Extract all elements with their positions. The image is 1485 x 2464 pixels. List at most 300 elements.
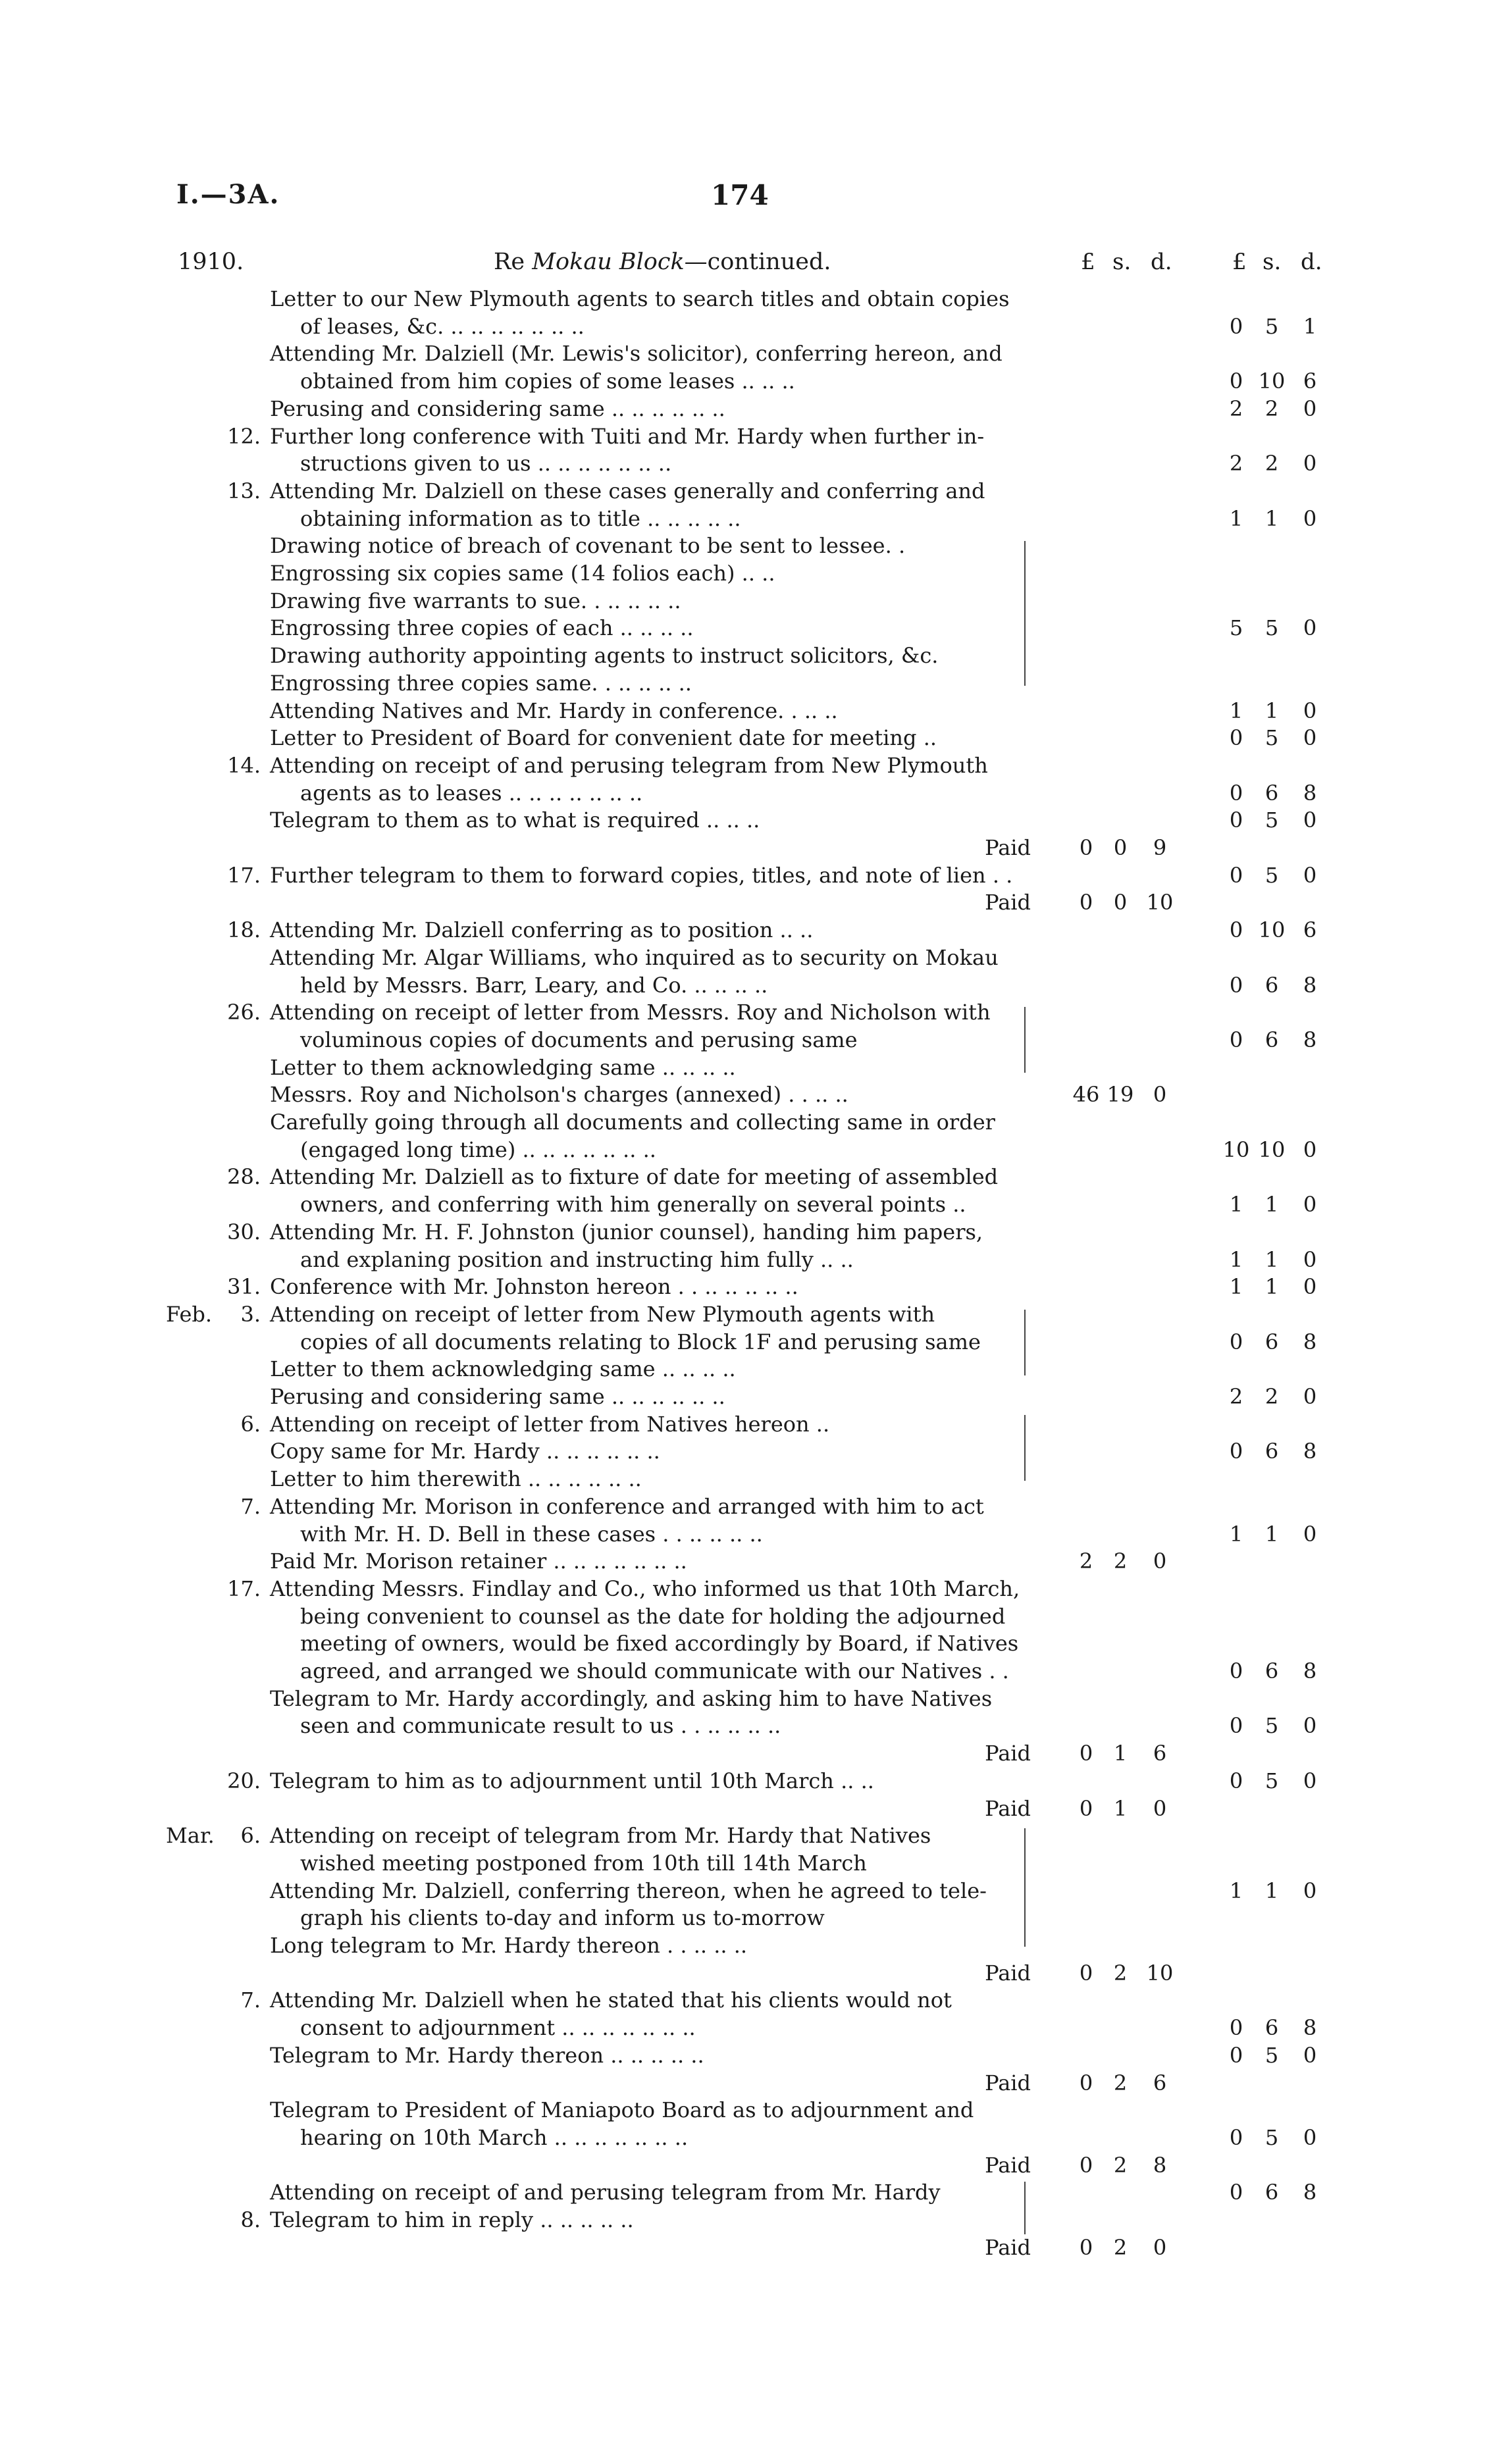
year-heading: 1910. bbox=[178, 249, 244, 275]
ledger-row bbox=[0, 284, 1485, 313]
shillings: 1 bbox=[1264, 698, 1279, 723]
ledger-row bbox=[0, 2178, 1485, 2207]
ledger-row bbox=[0, 1053, 1485, 1082]
ledger-row bbox=[0, 1739, 1485, 1768]
pence: 0 bbox=[1303, 1384, 1317, 1409]
pounds: 1 bbox=[1229, 1192, 1243, 1218]
brace-natives-letter bbox=[1015, 1415, 1026, 1481]
shillings: 2 bbox=[1113, 2152, 1128, 2178]
ledger-row bbox=[0, 2068, 1485, 2097]
pence: 0 bbox=[1303, 1713, 1317, 1739]
pence: 8 bbox=[1303, 1439, 1317, 1464]
shillings: 1 bbox=[1264, 1521, 1279, 1547]
pounds: 2 bbox=[1229, 396, 1243, 421]
ledger-row bbox=[0, 1656, 1485, 1685]
shillings: 5 bbox=[1264, 808, 1279, 833]
entry-text: Drawing notice of breach of covenant to be sent to lessee. . bbox=[270, 533, 906, 559]
shillings: 6 bbox=[1264, 972, 1279, 998]
shillings: 2 bbox=[1113, 2070, 1128, 2095]
ledger-row bbox=[0, 751, 1485, 780]
shillings: 1 bbox=[1264, 1246, 1279, 1272]
entry-text: voluminous copies of documents and perusing same bbox=[300, 1027, 858, 1052]
ledger-row bbox=[0, 669, 1485, 698]
ledger-row bbox=[0, 1464, 1485, 1493]
pounds: 1 bbox=[1229, 1521, 1243, 1547]
pounds: 0 bbox=[1229, 917, 1243, 943]
entry-text: Engrossing three copies same. . .. .. .. .. bbox=[270, 670, 692, 696]
pounds: 10 bbox=[1222, 1137, 1250, 1162]
entry-text: Attending on receipt of telegram from Mr. Hardy that Natives bbox=[270, 1823, 931, 1849]
entry-text: Perusing and considering same .. .. .. .. .. .. bbox=[270, 396, 725, 421]
ledger-row bbox=[0, 1684, 1485, 1713]
entry-day: 20. bbox=[227, 1768, 261, 1793]
shillings: 2 bbox=[1113, 2234, 1128, 2260]
shillings: 5 bbox=[1264, 313, 1279, 339]
entry-day: 8. bbox=[240, 2207, 261, 2232]
entry-text: Attending Mr. Dalziell conferring as to position .. .. bbox=[270, 917, 814, 943]
ledger-row bbox=[0, 531, 1485, 560]
pence: 0 bbox=[1303, 2124, 1317, 2150]
shillings: 2 bbox=[1113, 1549, 1128, 1574]
pence: 0 bbox=[1153, 1549, 1167, 1574]
shillings: 5 bbox=[1264, 2042, 1279, 2068]
pence: 0 bbox=[1303, 1192, 1317, 1218]
ledger-row bbox=[0, 641, 1485, 670]
entry-day: 28. bbox=[227, 1164, 261, 1190]
ledger-row bbox=[0, 1492, 1485, 1521]
brace-postponement bbox=[1015, 1828, 1026, 1947]
pence: 6 bbox=[1303, 917, 1317, 943]
shillings: 1 bbox=[1264, 1274, 1279, 1300]
pounds: 1 bbox=[1229, 1878, 1243, 1903]
entry-text: meeting of owners, would be fixed accordingly by Board, if Natives bbox=[300, 1631, 1019, 1656]
pounds: 46 bbox=[1072, 1082, 1100, 1108]
pounds: 0 bbox=[1229, 2124, 1243, 2150]
pence: 8 bbox=[1303, 2180, 1317, 2205]
pence: 0 bbox=[1153, 2234, 1167, 2260]
shillings: 2 bbox=[1264, 396, 1279, 421]
pence: 0 bbox=[1303, 1137, 1317, 1162]
pounds: 1 bbox=[1229, 505, 1243, 531]
ledger-row bbox=[0, 2041, 1485, 2070]
entry-text: Paid bbox=[985, 2070, 1031, 2095]
entry-text: Letter to him therewith .. .. .. .. .. .. bbox=[270, 1466, 642, 1492]
entry-text: Letter to our New Plymouth agents to search titles and obtain copies bbox=[270, 286, 1010, 311]
entry-day: 17. bbox=[227, 1576, 261, 1601]
ledger-row bbox=[0, 2095, 1485, 2124]
pounds: 1 bbox=[1229, 1274, 1243, 1300]
entry-text: Attending on receipt of and perusing telegram from New Plymouth bbox=[270, 752, 988, 778]
pence: 0 bbox=[1303, 725, 1317, 751]
pence: 8 bbox=[1303, 1658, 1317, 1683]
pence: 0 bbox=[1303, 862, 1317, 888]
entry-text: Telegram to President of Maniapoto Board as to adjournment and bbox=[270, 2097, 974, 2123]
entry-text: Letter to them acknowledging same .. .. .. .. bbox=[270, 1356, 736, 1382]
entry-day: 30. bbox=[227, 1219, 261, 1245]
entry-day: 13. bbox=[227, 478, 261, 503]
pounds: 0 bbox=[1229, 972, 1243, 998]
ledger-row bbox=[0, 1300, 1485, 1329]
entry-text: Messrs. Roy and Nicholson's charges (annexed) . . .. .. bbox=[270, 1082, 848, 1108]
ledger-row bbox=[0, 1903, 1485, 1932]
pence: 6 bbox=[1153, 1741, 1167, 1766]
entry-text: Telegram to him as to adjournment until 10th March .. .. bbox=[270, 1768, 874, 1793]
entry-text: held by Messrs. Barr, Leary, and Co. .. .. .. .. bbox=[300, 972, 768, 998]
entry-text: graph his clients to-day and inform us to-morrow bbox=[300, 1905, 825, 1931]
ledger-row bbox=[0, 1218, 1485, 1246]
entry-day: 7. bbox=[240, 1988, 261, 2013]
ledger-row bbox=[0, 1547, 1485, 1576]
pounds: 2 bbox=[1229, 451, 1243, 476]
ledger-row bbox=[0, 2205, 1485, 2234]
entry-day: 14. bbox=[227, 752, 261, 778]
entry-text: Telegram to him in reply .. .. .. .. .. bbox=[270, 2207, 634, 2232]
col1-pounds-heading: £ bbox=[1081, 249, 1095, 275]
pence: 6 bbox=[1303, 369, 1317, 394]
entry-month: Feb. bbox=[166, 1301, 213, 1327]
ledger-row bbox=[0, 394, 1485, 423]
shillings: 19 bbox=[1107, 1082, 1134, 1108]
ledger-row bbox=[0, 1520, 1485, 1549]
pounds: 0 bbox=[1229, 862, 1243, 888]
ledger-row bbox=[0, 312, 1485, 341]
entry-day: 12. bbox=[227, 423, 261, 449]
pence: 0 bbox=[1303, 1246, 1317, 1272]
pence: 6 bbox=[1153, 2070, 1167, 2095]
ledger-row bbox=[0, 943, 1485, 972]
pence: 0 bbox=[1303, 505, 1317, 531]
ledger-row bbox=[0, 1794, 1485, 1823]
title-prefix: Re bbox=[494, 249, 525, 275]
pence: 8 bbox=[1153, 2152, 1167, 2178]
shillings: 6 bbox=[1264, 1329, 1279, 1354]
shillings: 5 bbox=[1264, 2124, 1279, 2150]
ledger-row bbox=[0, 1711, 1485, 1740]
shillings: 6 bbox=[1264, 1658, 1279, 1683]
shillings: 1 bbox=[1264, 505, 1279, 531]
ledger-row bbox=[0, 1821, 1485, 1850]
ledger-row bbox=[0, 1437, 1485, 1466]
pence: 0 bbox=[1303, 1878, 1317, 1903]
entry-text: Attending on receipt of letter from New Plymouth agents with bbox=[270, 1301, 935, 1327]
entry-text: obtaining information as to title .. .. .. .. .. bbox=[300, 505, 741, 531]
shillings: 6 bbox=[1264, 2180, 1279, 2205]
pence: 0 bbox=[1303, 808, 1317, 833]
entry-text: Further long conference with Tuiti and Mr. Hardy when further in- bbox=[270, 423, 985, 449]
entry-text: Perusing and considering same .. .. .. .. .. .. bbox=[270, 1384, 725, 1409]
pounds: 0 bbox=[1229, 1027, 1243, 1052]
pounds: 0 bbox=[1079, 1741, 1093, 1766]
ledger-row bbox=[0, 586, 1485, 615]
ledger-row bbox=[0, 449, 1485, 478]
pounds: 0 bbox=[1229, 2180, 1243, 2205]
entry-text: being convenient to counsel as the date for holding the adjourned bbox=[300, 1603, 1006, 1629]
entry-text: Paid bbox=[985, 2234, 1031, 2260]
pounds: 0 bbox=[1229, 780, 1243, 806]
shillings: 2 bbox=[1264, 451, 1279, 476]
brace-block-1f bbox=[1015, 1310, 1026, 1375]
entry-text: Letter to them acknowledging same .. .. .. .. bbox=[270, 1054, 736, 1080]
entry-month: Mar. bbox=[166, 1823, 215, 1849]
ledger-row bbox=[0, 1162, 1485, 1191]
shillings: 0 bbox=[1113, 835, 1128, 860]
pounds: 0 bbox=[1079, 2152, 1093, 2178]
pence: 0 bbox=[1303, 451, 1317, 476]
entry-text: Attending Mr. H. F. Johnston (junior counsel), handing him papers, bbox=[270, 1219, 983, 1245]
entry-text: Letter to President of Board for convenient date for meeting .. bbox=[270, 725, 937, 751]
entry-text: agreed, and arranged we should communicate with our Natives . . bbox=[300, 1658, 1009, 1683]
ledger-row bbox=[0, 613, 1485, 642]
pounds: 0 bbox=[1229, 2015, 1243, 2041]
pence: 8 bbox=[1303, 1027, 1317, 1052]
ledger-row bbox=[0, 1135, 1485, 1164]
ledger-row bbox=[0, 339, 1485, 368]
ledger-row bbox=[0, 1931, 1485, 1960]
pounds: 1 bbox=[1229, 1246, 1243, 1272]
pence: 8 bbox=[1303, 972, 1317, 998]
entry-text: Conference with Mr. Johnston hereon . . .. .. .. .. .. bbox=[270, 1274, 798, 1300]
entry-text: owners, and conferring with him generally on several points .. bbox=[300, 1192, 966, 1218]
entry-text: with Mr. H. D. Bell in these cases . . .. .. .. .. bbox=[300, 1521, 763, 1547]
ledger-row bbox=[0, 2151, 1485, 2180]
entry-text: Attending Mr. Dalziell, conferring thereon, when he agreed to tele- bbox=[270, 1878, 987, 1903]
shillings: 5 bbox=[1264, 615, 1279, 641]
shillings: 5 bbox=[1264, 725, 1279, 751]
entry-text: hearing on 10th March .. .. .. .. .. .. .. bbox=[300, 2124, 689, 2150]
pence: 0 bbox=[1303, 615, 1317, 641]
pence: 1 bbox=[1303, 313, 1317, 339]
entry-text: Copy same for Mr. Hardy .. .. .. .. .. .. bbox=[270, 1439, 660, 1464]
ledger-row bbox=[0, 971, 1485, 1000]
ledger-row bbox=[0, 1574, 1485, 1603]
ledger-row bbox=[0, 504, 1485, 533]
pence: 0 bbox=[1303, 396, 1317, 421]
ledger-row bbox=[0, 1629, 1485, 1658]
entry-text: Attending on receipt of letter from Messrs. Roy and Nicholson with bbox=[270, 1000, 991, 1025]
entry-text: Attending Mr. Dalziell as to fixture of date for meeting of assembled bbox=[270, 1164, 999, 1190]
ledger-row bbox=[0, 1959, 1485, 1988]
brace-roy-nicholson bbox=[1015, 1007, 1026, 1073]
pence: 8 bbox=[1303, 1329, 1317, 1354]
pounds: 0 bbox=[1229, 1439, 1243, 1464]
ledger-row bbox=[0, 998, 1485, 1027]
col2-pounds-heading: £ bbox=[1232, 249, 1247, 275]
pounds: 0 bbox=[1229, 2042, 1243, 2068]
ledger-row bbox=[0, 1272, 1485, 1301]
ledger-row bbox=[0, 915, 1485, 944]
shillings: 2 bbox=[1113, 1960, 1128, 1986]
ledger-row bbox=[0, 1766, 1485, 1795]
pounds: 0 bbox=[1229, 313, 1243, 339]
shillings: 6 bbox=[1264, 1439, 1279, 1464]
ledger-row bbox=[0, 2013, 1485, 2042]
entry-text: Paid bbox=[985, 1960, 1031, 1986]
pence: 0 bbox=[1303, 1521, 1317, 1547]
ledger-row bbox=[0, 888, 1485, 917]
entry-text: Engrossing six copies same (14 folios each) .. .. bbox=[270, 561, 775, 586]
ledger-row bbox=[0, 1025, 1485, 1054]
ledger-row bbox=[0, 1327, 1485, 1356]
shillings: 6 bbox=[1264, 780, 1279, 806]
ledger-row bbox=[0, 1876, 1485, 1905]
pounds: 0 bbox=[1229, 369, 1243, 394]
pounds: 0 bbox=[1229, 1658, 1243, 1683]
pence: 0 bbox=[1303, 1768, 1317, 1793]
document-reference: I.—3A. bbox=[176, 179, 280, 210]
entry-text: Attending Mr. Dalziell on these cases generally and conferring and bbox=[270, 478, 985, 503]
pounds: 2 bbox=[1229, 1384, 1243, 1409]
shillings: 1 bbox=[1264, 1878, 1279, 1903]
entry-text: Long telegram to Mr. Hardy thereon . . .. .. .. bbox=[270, 1933, 748, 1958]
ledger-row bbox=[0, 476, 1485, 505]
shillings: 5 bbox=[1264, 862, 1279, 888]
shillings: 1 bbox=[1113, 1741, 1128, 1766]
pounds: 0 bbox=[1229, 1713, 1243, 1739]
shillings: 0 bbox=[1113, 890, 1128, 915]
pounds: 0 bbox=[1079, 2070, 1093, 2095]
entry-text: Drawing authority appointing agents to instruct solicitors, &c. bbox=[270, 643, 939, 669]
section-title bbox=[494, 249, 831, 275]
shillings: 6 bbox=[1264, 1027, 1279, 1052]
shillings: 1 bbox=[1113, 1795, 1128, 1821]
brace-warrants bbox=[1015, 541, 1026, 686]
entry-text: Attending Mr. Dalziell (Mr. Lewis's solicitor), conferring hereon, and bbox=[270, 341, 1003, 367]
shillings: 6 bbox=[1264, 2015, 1279, 2041]
entry-text: Attending Messrs. Findlay and Co., who informed us that 10th March, bbox=[270, 1576, 1020, 1601]
entry-text: Paid Mr. Morison retainer .. .. .. .. .. .. .. bbox=[270, 1549, 687, 1574]
title-suffix: —continued. bbox=[684, 249, 831, 275]
ledger-row bbox=[0, 2233, 1485, 2262]
entry-text: Engrossing three copies of each .. .. .. .. bbox=[270, 615, 694, 641]
pounds: 5 bbox=[1229, 615, 1243, 641]
entry-day: 31. bbox=[227, 1274, 261, 1300]
shillings: 10 bbox=[1258, 369, 1286, 394]
entry-text: Paid bbox=[985, 2152, 1031, 2178]
ledger-row bbox=[0, 2123, 1485, 2152]
shillings: 2 bbox=[1264, 1384, 1279, 1409]
pounds: 0 bbox=[1229, 1768, 1243, 1793]
col2-pence-heading: d. bbox=[1301, 249, 1322, 275]
entry-text: Paid bbox=[985, 1795, 1031, 1821]
pence: 0 bbox=[1303, 2042, 1317, 2068]
entry-text: Paid bbox=[985, 835, 1031, 860]
brace-reply bbox=[1015, 2182, 1026, 2234]
entry-text: Drawing five warrants to sue. . .. .. .. .. bbox=[270, 588, 681, 613]
ledger-row bbox=[0, 779, 1485, 808]
pence: 0 bbox=[1153, 1795, 1167, 1821]
ledger-row bbox=[0, 1108, 1485, 1137]
shillings: 1 bbox=[1264, 1192, 1279, 1218]
ledger-row bbox=[0, 1849, 1485, 1878]
ledger-row bbox=[0, 1382, 1485, 1411]
pence: 8 bbox=[1303, 780, 1317, 806]
col1-shillings-heading: s. bbox=[1112, 249, 1132, 275]
entry-text: obtained from him copies of some leases .. .. .. bbox=[300, 369, 795, 394]
entry-text: agents as to leases .. .. .. .. .. .. .. bbox=[300, 780, 643, 806]
pounds: 2 bbox=[1079, 1549, 1093, 1574]
title-block-name: Mokau Block bbox=[532, 249, 685, 275]
ledger-row bbox=[0, 1602, 1485, 1631]
entry-day: 6. bbox=[240, 1823, 261, 1849]
ledger-row bbox=[0, 559, 1485, 588]
entry-text: Telegram to Mr. Hardy thereon .. .. .. .. .. bbox=[270, 2042, 704, 2068]
entry-text: Paid bbox=[985, 890, 1031, 915]
entry-text: Telegram to Mr. Hardy accordingly, and asking him to have Natives bbox=[270, 1685, 993, 1711]
pounds: 0 bbox=[1079, 890, 1093, 915]
ledger-row bbox=[0, 1245, 1485, 1274]
entry-text: seen and communicate result to us . . .. .. .. .. bbox=[300, 1713, 781, 1739]
col2-shillings-heading: s. bbox=[1263, 249, 1282, 275]
pounds: 1 bbox=[1229, 698, 1243, 723]
entry-text: Carefully going through all documents and collecting same in order bbox=[270, 1110, 995, 1135]
pounds: 0 bbox=[1079, 2234, 1093, 2260]
entry-text: of leases, &c. .. .. .. .. .. .. .. bbox=[300, 313, 585, 339]
pence: 0 bbox=[1303, 1274, 1317, 1300]
col1-pence-heading: d. bbox=[1151, 249, 1172, 275]
entry-day: 18. bbox=[227, 917, 261, 943]
ledger-row bbox=[0, 861, 1485, 890]
shillings: 10 bbox=[1258, 1137, 1286, 1162]
ledger-row bbox=[0, 1354, 1485, 1383]
entry-text: Attending Mr. Dalziell when he stated that his clients would not bbox=[270, 1988, 952, 2013]
entry-text: Attending on receipt of letter from Natives hereon .. bbox=[270, 1411, 830, 1437]
shillings: 5 bbox=[1264, 1768, 1279, 1793]
entry-text: and explaning position and instructing him fully .. .. bbox=[300, 1246, 854, 1272]
pounds: 0 bbox=[1229, 808, 1243, 833]
ledger-row bbox=[0, 1410, 1485, 1439]
pence: 0 bbox=[1303, 698, 1317, 723]
entry-day: 3. bbox=[240, 1301, 261, 1327]
entry-text: Attending on receipt of and perusing telegram from Mr. Hardy bbox=[270, 2180, 941, 2205]
entry-text: consent to adjournment .. .. .. .. .. .. .. bbox=[300, 2015, 696, 2041]
entry-day: 7. bbox=[240, 1493, 261, 1519]
entry-text: (engaged long time) .. .. .. .. .. .. .. bbox=[300, 1137, 656, 1162]
entry-day: 17. bbox=[227, 862, 261, 888]
entry-text: Telegram to them as to what is required .. .. .. bbox=[270, 808, 760, 833]
ledger-row bbox=[0, 1986, 1485, 2015]
entry-day: 6. bbox=[240, 1411, 261, 1437]
entry-day: 26. bbox=[227, 1000, 261, 1025]
entry-text: Attending Mr. Algar Williams, who inquired as to security on Mokau bbox=[270, 944, 999, 970]
pounds: 0 bbox=[1079, 835, 1093, 860]
entry-text: Attending Mr. Morison in conference and arranged with him to act bbox=[270, 1493, 984, 1519]
pence: 8 bbox=[1303, 2015, 1317, 2041]
pence: 0 bbox=[1153, 1082, 1167, 1108]
pence: 10 bbox=[1146, 1960, 1174, 1986]
ledger-row bbox=[0, 367, 1485, 396]
shillings: 5 bbox=[1264, 1713, 1279, 1739]
page-number: 174 bbox=[711, 179, 769, 211]
ledger-row bbox=[0, 1080, 1485, 1109]
ledger-row bbox=[0, 422, 1485, 451]
ledger-row bbox=[0, 833, 1485, 862]
entry-text: Attending Natives and Mr. Hardy in conference. . .. .. bbox=[270, 698, 838, 723]
entry-text: structions given to us .. .. .. .. .. .. .. bbox=[300, 451, 672, 476]
pence: 10 bbox=[1146, 890, 1174, 915]
ledger-row bbox=[0, 723, 1485, 752]
pounds: 0 bbox=[1079, 1960, 1093, 1986]
pounds: 0 bbox=[1229, 725, 1243, 751]
ledger-row bbox=[0, 696, 1485, 725]
ledger-row bbox=[0, 1190, 1485, 1219]
entry-text: copies of all documents relating to Block 1F and perusing same bbox=[300, 1329, 981, 1354]
shillings: 10 bbox=[1258, 917, 1286, 943]
entry-text: wished meeting postponed from 10th till 14th March bbox=[300, 1850, 867, 1876]
entry-text: Further telegram to them to forward copies, titles, and note of lien . . bbox=[270, 862, 1013, 888]
pence: 9 bbox=[1153, 835, 1167, 860]
pounds: 0 bbox=[1079, 1795, 1093, 1821]
pounds: 0 bbox=[1229, 1329, 1243, 1354]
